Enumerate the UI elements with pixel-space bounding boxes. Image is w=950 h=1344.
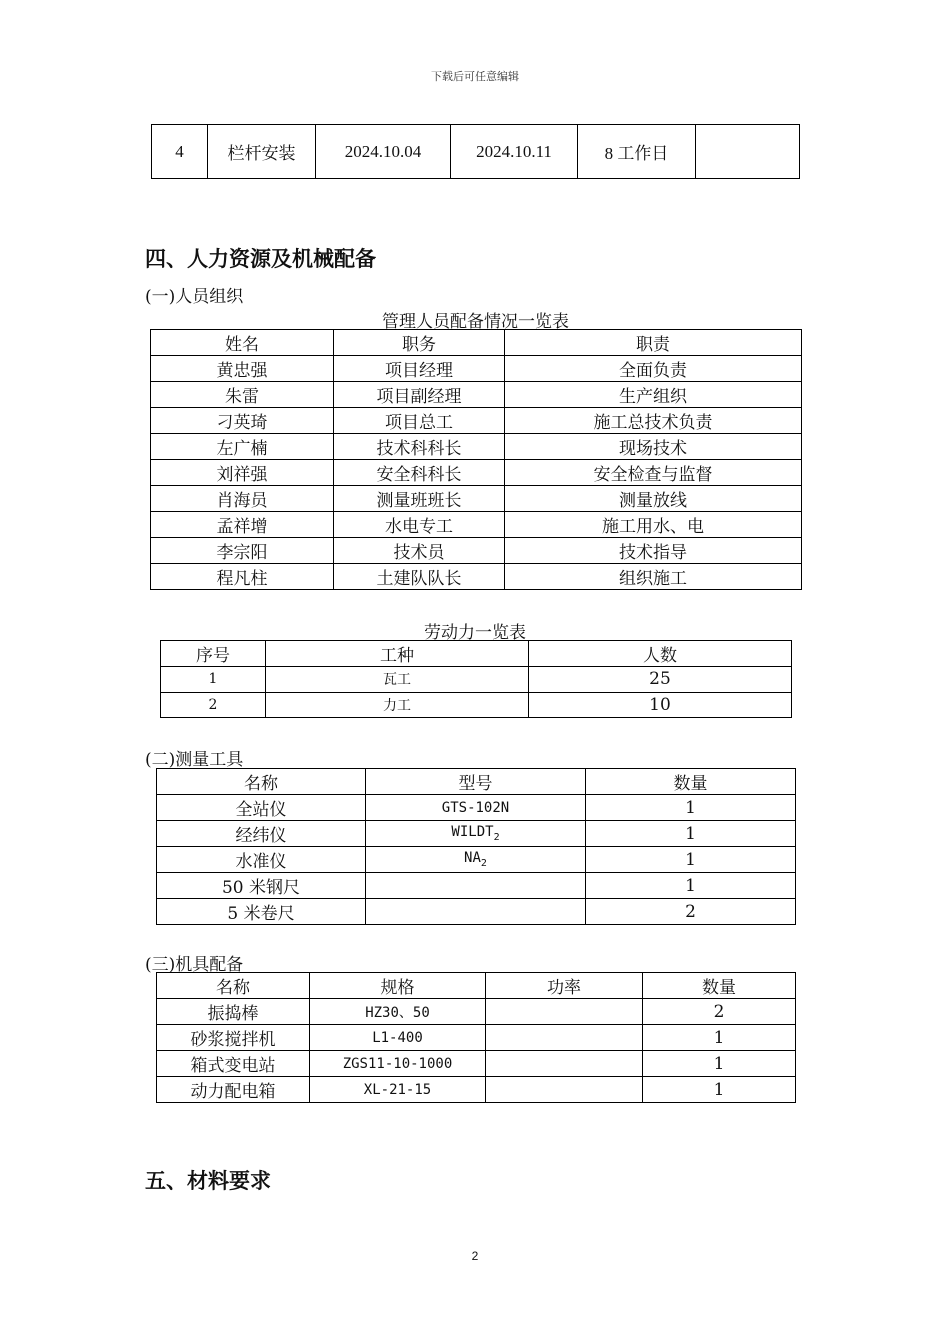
cell (366, 899, 586, 925)
cell: 现场技术 (505, 434, 802, 460)
cell: 砂浆搅拌机 (157, 1025, 310, 1051)
cell: 全面负责 (505, 356, 802, 382)
cell: 2024.10.04 (316, 125, 451, 179)
cell: 项目经理 (334, 356, 505, 382)
header-cell: 人数 (529, 641, 792, 667)
header-cell: 型号 (366, 769, 586, 795)
cell: 项目副经理 (334, 382, 505, 408)
cell: 组织施工 (505, 564, 802, 590)
cell: 肖海员 (151, 486, 334, 512)
section-4-title: 四、人力资源及机械配备 (145, 247, 376, 271)
cell (486, 1077, 643, 1103)
cell (696, 125, 800, 179)
cell (486, 999, 643, 1025)
table-row (157, 899, 796, 925)
cell (366, 847, 586, 873)
header-cell: 工种 (266, 641, 529, 667)
cell: 经纬仪 (157, 821, 366, 847)
cell: 2 (161, 692, 266, 718)
header-cell: 姓名 (151, 330, 334, 356)
header-cell: 职责 (505, 330, 802, 356)
table-row (151, 434, 802, 460)
cell: 全站仪 (157, 795, 366, 821)
cell: 2024.10.11 (451, 125, 578, 179)
table-row (157, 1051, 796, 1077)
cell (486, 1025, 643, 1051)
cell: 5 米卷尺 (157, 899, 366, 925)
cell: L1-400 (310, 1025, 486, 1051)
cell: 1 (586, 795, 796, 821)
table-row (157, 795, 796, 821)
table-row (151, 382, 802, 408)
table-header-row (161, 641, 792, 667)
cell: 程凡柱 (151, 564, 334, 590)
table-row (152, 125, 800, 179)
cell: 施工用水、电 (505, 512, 802, 538)
cell: 黄忠强 (151, 356, 334, 382)
cell: 1 (586, 821, 796, 847)
tools-subtitle: (二)测量工具 (145, 750, 244, 770)
header-cell: 名称 (157, 769, 366, 795)
table-row (157, 1025, 796, 1051)
cell: 刘祥强 (151, 460, 334, 486)
table-header-row (157, 973, 796, 999)
table-row (161, 667, 792, 693)
cell: 1 (643, 1025, 796, 1051)
header-cell: 规格 (310, 973, 486, 999)
cell: HZ30、50 (310, 999, 486, 1025)
table-row (157, 999, 796, 1025)
header-cell: 职务 (334, 330, 505, 356)
table-row (157, 847, 796, 873)
cell: 左广楠 (151, 434, 334, 460)
labor-table (160, 640, 792, 718)
model-subscript: 2 (480, 857, 487, 869)
table-header-row (157, 769, 796, 795)
cell: 栏杆安装 (208, 125, 316, 179)
cell: 箱式变电站 (157, 1051, 310, 1077)
personnel-table (150, 329, 802, 590)
tools-table (156, 768, 796, 925)
table-row (151, 564, 802, 590)
cell: GTS-102N (366, 795, 586, 821)
model-text: WILDT (451, 824, 494, 841)
machines-subtitle: (三)机具配备 (145, 955, 244, 975)
cell: 力工 (266, 692, 529, 718)
cell: 测量放线 (505, 486, 802, 512)
table-row (157, 1077, 796, 1103)
header-cell: 功率 (486, 973, 643, 999)
cell: 生产组织 (505, 382, 802, 408)
section-5-title: 五、材料要求 (145, 1169, 271, 1193)
table-row (151, 538, 802, 564)
header-cell: 数量 (586, 769, 796, 795)
cell: 2 (643, 999, 796, 1025)
cell: XL-21-15 (310, 1077, 486, 1103)
cell: 25 (529, 667, 792, 693)
cell: 施工总技术负责 (505, 408, 802, 434)
cell: 刁英琦 (151, 408, 334, 434)
table-row (151, 512, 802, 538)
schedule-table (151, 124, 800, 179)
cell: 1 (586, 873, 796, 899)
header-cell: 名称 (157, 973, 310, 999)
cell: 1 (643, 1051, 796, 1077)
cell: 动力配电箱 (157, 1077, 310, 1103)
cell: 安全科科长 (334, 460, 505, 486)
table-row (157, 873, 796, 899)
cell: 测量班班长 (334, 486, 505, 512)
machines-table (156, 972, 796, 1103)
model-subscript: 2 (493, 831, 500, 843)
cell: 50 米钢尺 (157, 873, 366, 899)
cell: 4 (152, 125, 208, 179)
cell: 技术员 (334, 538, 505, 564)
cell: ZGS11-10-1000 (310, 1051, 486, 1077)
cell: 8 工作日 (578, 125, 696, 179)
cell: 水准仪 (157, 847, 366, 873)
table-row (151, 356, 802, 382)
table-row (151, 486, 802, 512)
cell: 土建队队长 (334, 564, 505, 590)
cell: 孟祥增 (151, 512, 334, 538)
header-note: 下载后可任意编辑 (431, 70, 519, 83)
page-number: 2 (471, 1249, 479, 1263)
cell: 项目总工 (334, 408, 505, 434)
cell: 李宗阳 (151, 538, 334, 564)
personnel-subtitle: (一)人员组织 (145, 287, 244, 307)
cell: 1 (161, 667, 266, 693)
labor-caption: 劳动力一览表 (424, 623, 526, 643)
cell: 安全检查与监督 (505, 460, 802, 486)
cell: 技术科科长 (334, 434, 505, 460)
cell (366, 873, 586, 899)
cell: 瓦工 (266, 667, 529, 693)
model-text: NA (464, 850, 481, 867)
personnel-caption: 管理人员配备情况一览表 (382, 312, 569, 332)
cell (366, 821, 586, 847)
cell: 技术指导 (505, 538, 802, 564)
table-header-row (151, 330, 802, 356)
table-row (151, 460, 802, 486)
cell: 朱雷 (151, 382, 334, 408)
table-row (151, 408, 802, 434)
cell: 10 (529, 692, 792, 718)
cell: 1 (586, 847, 796, 873)
cell: 1 (643, 1077, 796, 1103)
table-row (161, 692, 792, 718)
header-cell: 数量 (643, 973, 796, 999)
table-row (157, 821, 796, 847)
cell: 2 (586, 899, 796, 925)
header-cell: 序号 (161, 641, 266, 667)
cell: 振捣棒 (157, 999, 310, 1025)
cell: 水电专工 (334, 512, 505, 538)
cell (486, 1051, 643, 1077)
